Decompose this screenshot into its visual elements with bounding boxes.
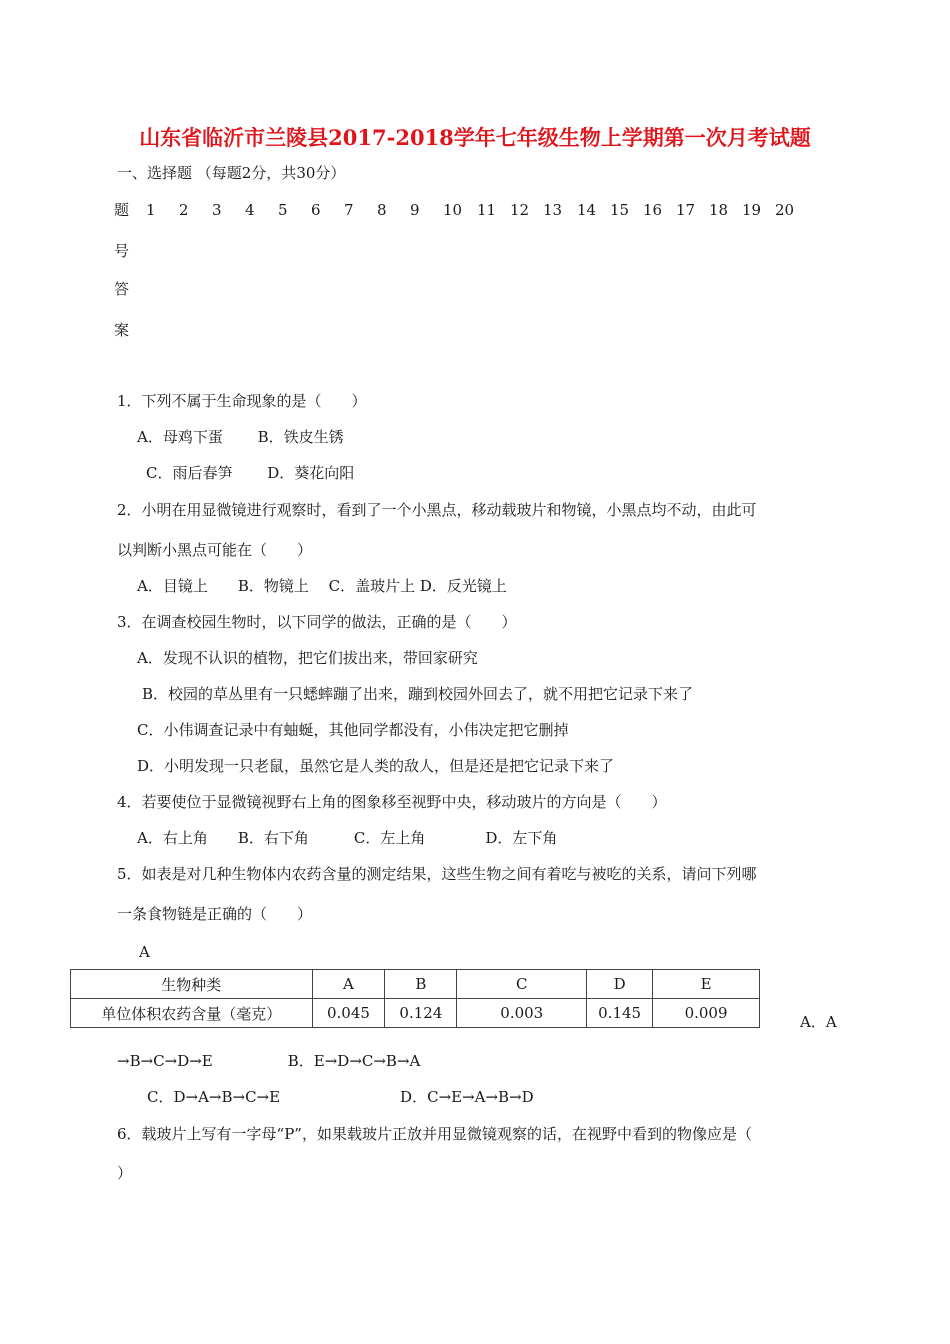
question-3-option-c: C．小伟调查记录中有蚰蜒，其他同学都没有，小伟决定把它删掉 xyxy=(137,721,569,739)
question-number: 3 xyxy=(212,201,222,219)
question-3-option-a: A．发现不认识的植物，把它们拔出来，带回家研究 xyxy=(137,649,478,667)
table-header-row xyxy=(71,970,760,999)
table-cell: 0.045 xyxy=(312,999,385,1028)
question-3-option-d: D．小明发现一只老鼠，虽然它是人类的敌人，但是还是把它记录下来了 xyxy=(137,757,615,775)
table-cell: 0.145 xyxy=(587,999,653,1028)
question-4-stem: 4．若要使位于显微镜视野右上角的图象移至视野中央，移动玻片的方向是（ ） xyxy=(117,793,667,811)
section-heading: 一、选择题 （每题2分，共30分） xyxy=(117,164,346,182)
answer-table-label-4: 案 xyxy=(114,321,130,339)
question-1-stem: 1．下列不属于生命现象的是（ ） xyxy=(117,392,367,410)
question-5-option-a-start: A．A xyxy=(800,1013,837,1031)
question-number: 4 xyxy=(245,201,255,219)
question-3-stem: 3．在调查校园生物时，以下同学的做法，正确的是（ ） xyxy=(117,613,517,631)
table-header-cell: A xyxy=(312,970,385,999)
table-header-cell: 生物种类 xyxy=(71,970,313,999)
exam-title: 山东省临沂市兰陵县2017-2018学年七年级生物上学期第一次月考试题 xyxy=(139,125,811,150)
pesticide-table xyxy=(70,969,760,1028)
question-5-stem-line-1: 5．如表是对几种生物体内农药含量的测定结果，这些生物之间有着吃与被吃的关系，请问下列哪 xyxy=(117,865,757,883)
answer-table-label-2: 号 xyxy=(114,242,130,260)
answer-table-label-3: 答 xyxy=(114,280,130,298)
question-5-options-line-1: →B→C→D→E B．E→D→C→B→A xyxy=(117,1052,421,1070)
question-number: 20 xyxy=(775,201,795,219)
question-number: 8 xyxy=(377,201,387,219)
question-number: 5 xyxy=(278,201,288,219)
table-cell: 0.009 xyxy=(653,999,760,1028)
question-number: 13 xyxy=(543,201,563,219)
table-cell: 0.124 xyxy=(385,999,457,1028)
table-header-cell: B xyxy=(385,970,457,999)
question-3-option-b: B．校园的草丛里有一只蟋蟀蹦了出来，蹦到校园外回去了，就不用把它记录下来了 xyxy=(142,685,694,703)
question-4-options: A．右上角 B．右下角 C．左上角 D．左下角 xyxy=(137,829,558,847)
question-5-options-line-2: C．D→A→B→C→E D．C→E→A→B→D xyxy=(147,1088,534,1106)
table-header-cell: D xyxy=(587,970,653,999)
question-number: 10 xyxy=(443,201,463,219)
table-row xyxy=(71,999,760,1028)
question-number: 18 xyxy=(709,201,729,219)
question-6-stem-line-2: ） xyxy=(117,1164,133,1182)
question-5-stray-letter: A xyxy=(139,943,150,961)
table-header-cell: C xyxy=(457,970,587,999)
table-cell: 0.003 xyxy=(457,999,587,1028)
question-number: 9 xyxy=(410,201,420,219)
question-2-options: A．目镜上 B．物镜上 C．盖玻片上 D．反光镜上 xyxy=(137,577,507,595)
question-2-stem-line-1: 2．小明在用显微镜进行观察时，看到了一个小黑点，移动载玻片和物镜，小黑点均不动，由此可 xyxy=(117,501,757,519)
question-number: 6 xyxy=(311,201,321,219)
question-number: 7 xyxy=(344,201,354,219)
table-header-cell: E xyxy=(653,970,760,999)
question-number: 14 xyxy=(577,201,597,219)
question-number: 19 xyxy=(742,201,762,219)
question-number: 11 xyxy=(477,201,497,219)
question-number: 1 xyxy=(146,201,156,219)
question-number: 2 xyxy=(179,201,189,219)
question-number: 17 xyxy=(676,201,696,219)
table-cell: 单位体积农药含量（毫克） xyxy=(71,999,313,1028)
question-2-stem-line-2: 以判断小黑点可能在（ ） xyxy=(117,541,313,559)
question-1-options-line-2: C．雨后春笋 D．葵花向阳 xyxy=(146,464,355,482)
question-5-stem-line-2: 一条食物链是正确的（ ） xyxy=(117,905,313,923)
question-6-stem-line-1: 6．载玻片上写有一字母“P”，如果载玻片正放并用显微镜观察的话，在视野中看到的物像应是（ xyxy=(117,1125,752,1143)
question-number: 12 xyxy=(510,201,530,219)
answer-table-label-1: 题 xyxy=(114,201,130,219)
question-number: 16 xyxy=(643,201,663,219)
question-number: 15 xyxy=(610,201,630,219)
question-1-options-line-1: A．母鸡下蛋 B．铁皮生锈 xyxy=(137,428,344,446)
